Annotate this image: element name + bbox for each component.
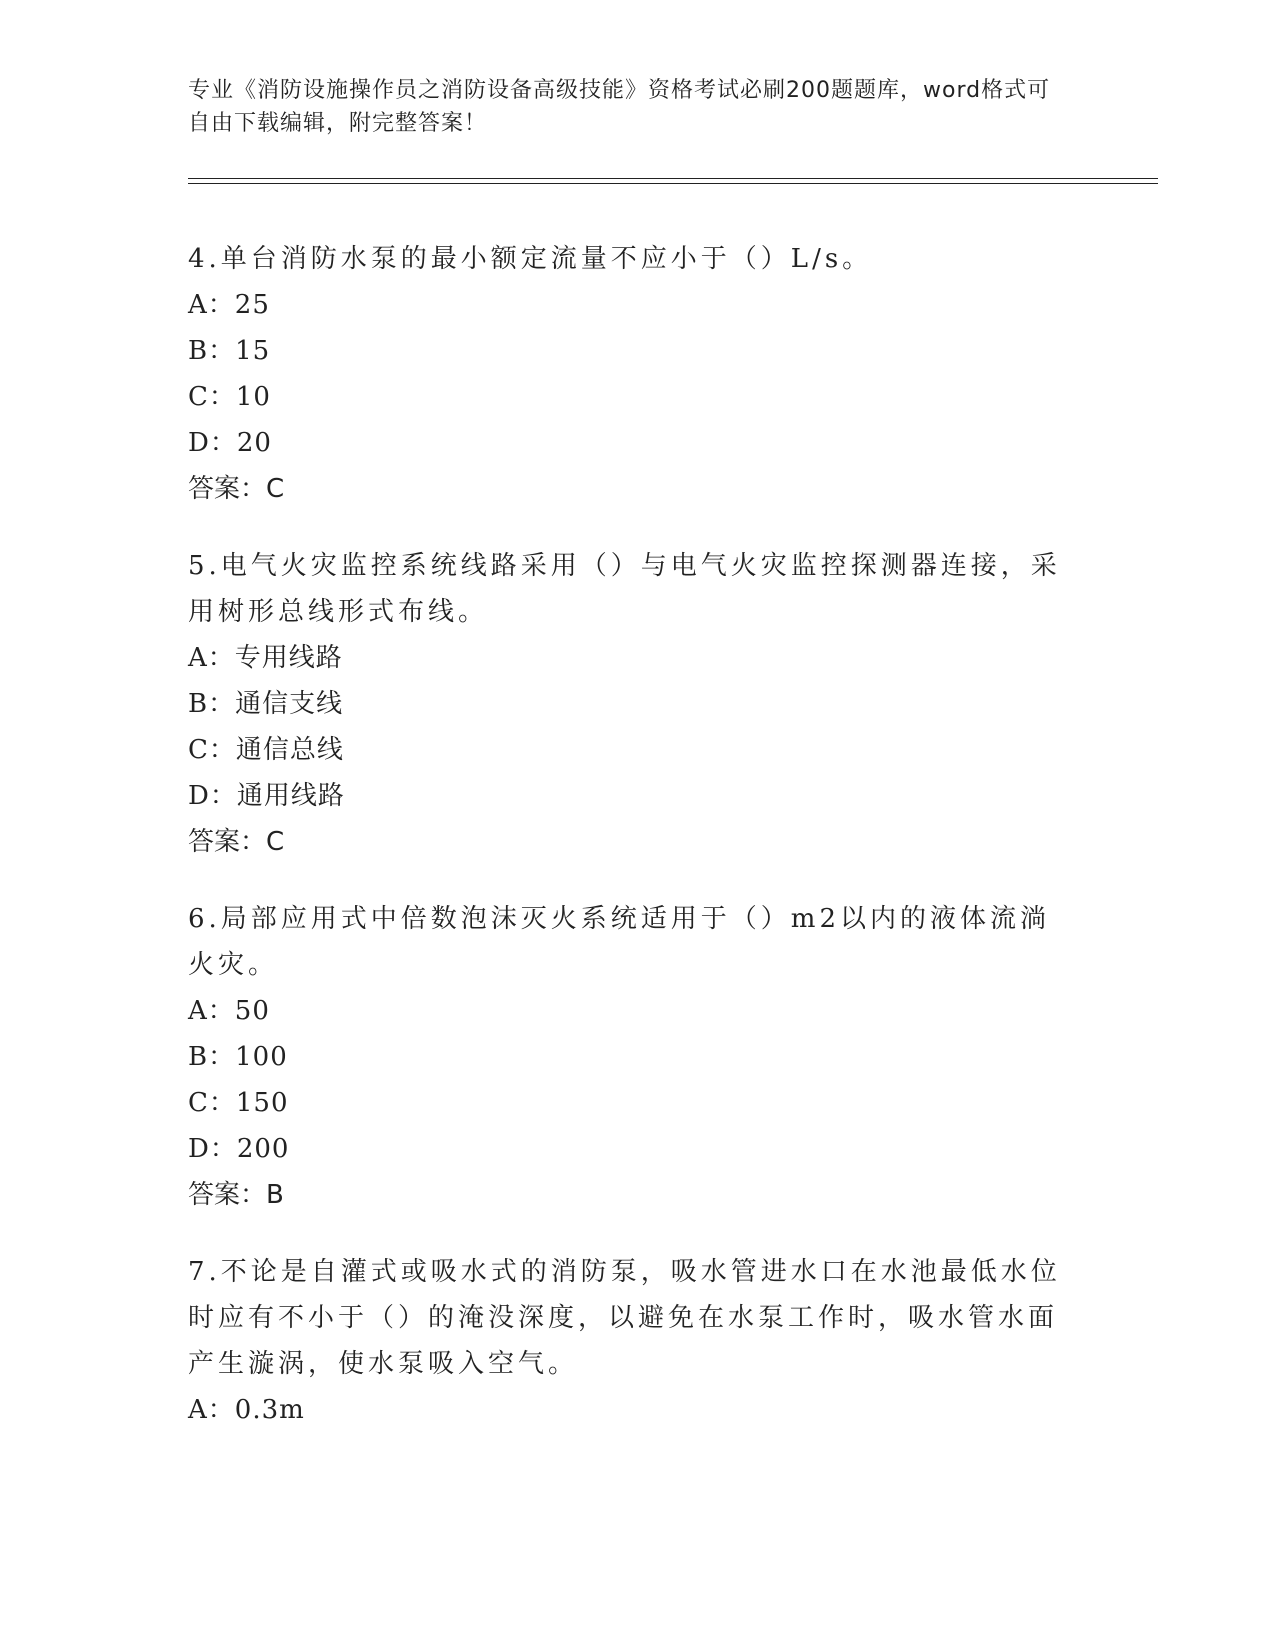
option-b: B：通信支线 <box>188 689 344 719</box>
document-header: 专业《消防设施操作员之消防设备高级技能》资格考试必刷200题题库，word格式可自由下载编辑，附完整答案！ <box>188 78 1051 136</box>
question-5 <box>188 543 1068 865</box>
answer-line: 答案：C <box>188 474 285 504</box>
answer-line: 答案：B <box>188 1180 284 1210</box>
option-a: A：专用线路 <box>188 643 343 673</box>
header-rule-bottom <box>188 183 1158 184</box>
answer-line: 答案：C <box>188 827 285 857</box>
question-stem: 6.局部应用式中倍数泡沫灭火系统适用于（）m2以内的液体流淌火灾。 <box>188 904 1051 980</box>
option-d: D：20 <box>188 428 272 458</box>
option-c: C：150 <box>188 1088 289 1118</box>
question-list <box>188 236 1068 1464</box>
option-d: D：200 <box>188 1134 290 1164</box>
option-b: B：100 <box>188 1042 288 1072</box>
question-7 <box>188 1249 1068 1433</box>
question-4 <box>188 236 1068 512</box>
header-rule-top <box>188 178 1158 179</box>
option-a: A：0.3m <box>188 1395 305 1425</box>
question-stem: 4.单台消防水泵的最小额定流量不应小于（）L/s。 <box>188 244 873 274</box>
option-c: C：通信总线 <box>188 735 344 765</box>
option-a: A：25 <box>188 290 270 320</box>
option-a: A：50 <box>188 996 270 1026</box>
option-d: D：通用线路 <box>188 781 345 811</box>
question-stem: 7.不论是自灌式或吸水式的消防泵，吸水管进水口在水池最低水位时应有不小于（）的淹没深度，以避免在水泵工作时，吸水管水面产生漩涡，使水泵吸入空气。 <box>188 1257 1061 1379</box>
question-6 <box>188 896 1068 1218</box>
option-c: C：10 <box>188 382 271 412</box>
option-b: B：15 <box>188 336 271 366</box>
question-stem: 5.电气火灾监控系统线路采用（）与电气火灾监控探测器连接，采用树形总线形式布线。 <box>188 551 1061 627</box>
